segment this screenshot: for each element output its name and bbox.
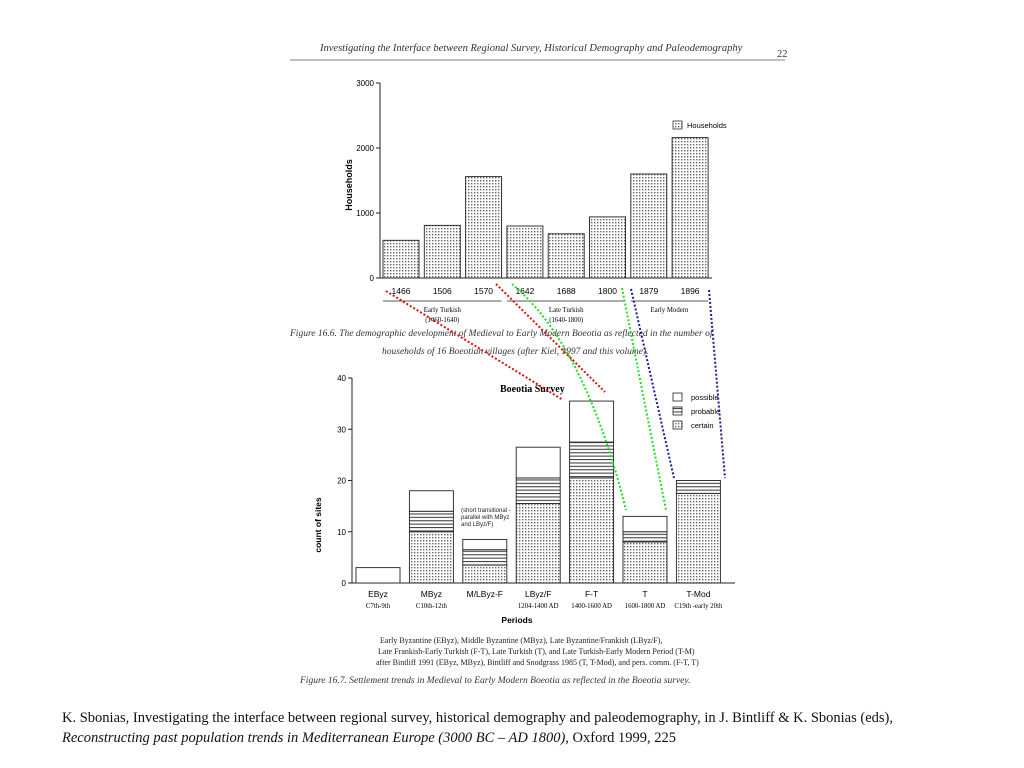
settlement-legend-swatch	[673, 393, 682, 401]
page-number: 22	[777, 49, 788, 60]
transitional-annotation: (short transitional - parallel with MByz and LByz/F)	[461, 508, 511, 528]
settlement-bar-possible	[463, 539, 507, 549]
households-chart	[344, 79, 727, 324]
households-year-label: 1879	[639, 286, 659, 296]
settlement-period-label: T	[642, 589, 648, 599]
households-year-labels	[392, 286, 700, 296]
households-bar	[383, 240, 419, 278]
households-y-tick-label: 1000	[356, 209, 374, 218]
households-bar	[631, 174, 667, 278]
settlement-bar-probable	[409, 511, 453, 532]
households-y-axis-title: Households	[344, 159, 354, 211]
households-legend-label: Households	[687, 121, 727, 130]
settlement-legend-swatch	[673, 421, 682, 429]
citation-book-title: Reconstructing past population trends in Mediterranean Europe (3000 BC – AD 1800)	[62, 730, 566, 746]
households-year-label: 1896	[680, 286, 700, 296]
settlement-bar-probable	[570, 442, 614, 478]
households-bars	[383, 138, 708, 278]
settlement-y-tick-label: 30	[337, 425, 346, 435]
page-header-title: Investigating the Interface between Regional Survey, Historical Demography and Paleodemography	[320, 43, 743, 54]
settlement-y-tick-label: 40	[337, 374, 346, 383]
settlement-y-axis-title: count of sites	[313, 497, 323, 553]
figure-16-7-caption: Figure 16.7. Settlement trends in Medieval to Early Modern Boeotia as reflected in the Boeotia survey.	[300, 676, 691, 686]
households-bar	[466, 177, 502, 278]
settlement-bar-certain	[570, 478, 614, 583]
settlement-bar-certain	[516, 504, 560, 583]
settlement-bar-possible	[356, 568, 400, 583]
settlement-legend-swatch	[673, 407, 682, 415]
settlement-bar-probable	[623, 532, 667, 542]
settlement-period-label: MByz	[420, 589, 443, 599]
settlement-chart	[313, 374, 735, 625]
settlement-period-label: EByz	[368, 589, 388, 599]
settlement-period-date: C19th -early 20th	[674, 603, 723, 610]
settlement-period-date: 1600-1800 AD	[624, 603, 666, 610]
settlement-period-date: C10th-12th	[415, 603, 447, 610]
settlement-bar-certain	[676, 493, 720, 583]
settlement-legend-label: probable	[691, 407, 721, 416]
settlement-period-label: T-Mod	[686, 589, 711, 599]
settlement-period-label: LByz/F	[524, 589, 552, 599]
households-legend-swatch	[673, 121, 682, 129]
households-year-label: 1800	[598, 286, 617, 296]
period-link-line	[709, 290, 725, 478]
households-year-label: 1466	[391, 286, 411, 296]
settlement-bar-possible	[409, 491, 453, 512]
settlement-bar-probable	[463, 550, 507, 565]
settlement-period-date: 1204-1400 AD	[517, 603, 559, 610]
settlement-x-axis-title: Periods	[501, 615, 533, 625]
period-link-line	[622, 288, 666, 510]
settlement-y-tick-label: 10	[337, 527, 346, 537]
households-bar	[507, 226, 543, 278]
settlement-bar-probable	[676, 481, 720, 494]
settlement-legend-label: certain	[691, 421, 714, 430]
citation-text: K. Sbonias, Investigating the interface between regional survey, historical demography and paleodemography, in J. Bintliff & K. Sbonias (eds),	[62, 710, 893, 726]
settlement-chart-title: Boeotia Survey	[500, 384, 565, 395]
settlement-bar-certain	[409, 532, 453, 583]
settlement-bar-possible	[570, 401, 614, 442]
households-year-label: 1688	[556, 286, 576, 296]
period-group-range: (1460-1640)	[425, 317, 460, 324]
households-y-tick-label: 3000	[356, 79, 374, 88]
households-bar	[548, 234, 584, 278]
citation-publisher: , Oxford 1999, 225	[565, 730, 677, 746]
households-year-label: 1506	[432, 286, 452, 296]
settlement-bar-possible	[516, 447, 560, 478]
settlement-notes: Early Byzantine (EByz), Middle Byzantine (MByz), Late Byzantine/Frankish (LByz/F), Late Frankish-Early Turkish (F-T), Late Turkish (T), and Late Turkish-Early Modern Period (T-M) after Bintliff 1991 (EByz, MByz), Bintliff and Snodgrass 1985 (T, T-Mod), and pers. comm. (F-T, T)	[376, 636, 699, 667]
settlement-bar-certain	[463, 565, 507, 583]
period-group-label: Early Modern	[650, 307, 689, 314]
households-y-tick-label: 0	[369, 274, 374, 283]
settlement-period-labels	[366, 589, 723, 610]
settlement-period-date: 1400-1600 AD	[571, 603, 612, 610]
settlement-bar-certain	[623, 542, 667, 583]
households-bar	[672, 138, 708, 278]
figure-16-6-caption: Figure 16.6. The demographic development of Medieval to Early Modern Boeotia as reflected in the number of households of 16 Boeotian villages (after Kiel, 1997 and this volume).	[290, 329, 713, 357]
settlement-y-tick-label: 0	[341, 579, 346, 588]
settlement-period-label: F-T	[584, 589, 599, 599]
households-bar	[424, 225, 460, 278]
households-year-label: 1642	[515, 286, 535, 296]
settlement-period-label: M/LByz-F	[466, 589, 503, 599]
period-group-label: Early Turkish	[423, 307, 461, 314]
settlement-y-tick-label: 20	[337, 476, 346, 486]
settlement-bars	[356, 401, 720, 583]
settlement-bar-possible	[623, 516, 667, 531]
settlement-bar-probable	[516, 478, 560, 504]
settlement-legend-label: possible	[691, 393, 719, 402]
period-link-line	[631, 289, 674, 478]
households-bar	[590, 217, 626, 278]
households-year-label: 1570	[474, 286, 494, 296]
settlement-legend	[673, 393, 720, 430]
households-y-tick-label: 2000	[356, 144, 374, 153]
period-group-label: Late Turkish	[548, 307, 584, 314]
period-group-range: (1640-1800)	[549, 317, 584, 324]
settlement-period-date: C7th-9th	[365, 603, 391, 610]
source-citation	[62, 708, 962, 748]
